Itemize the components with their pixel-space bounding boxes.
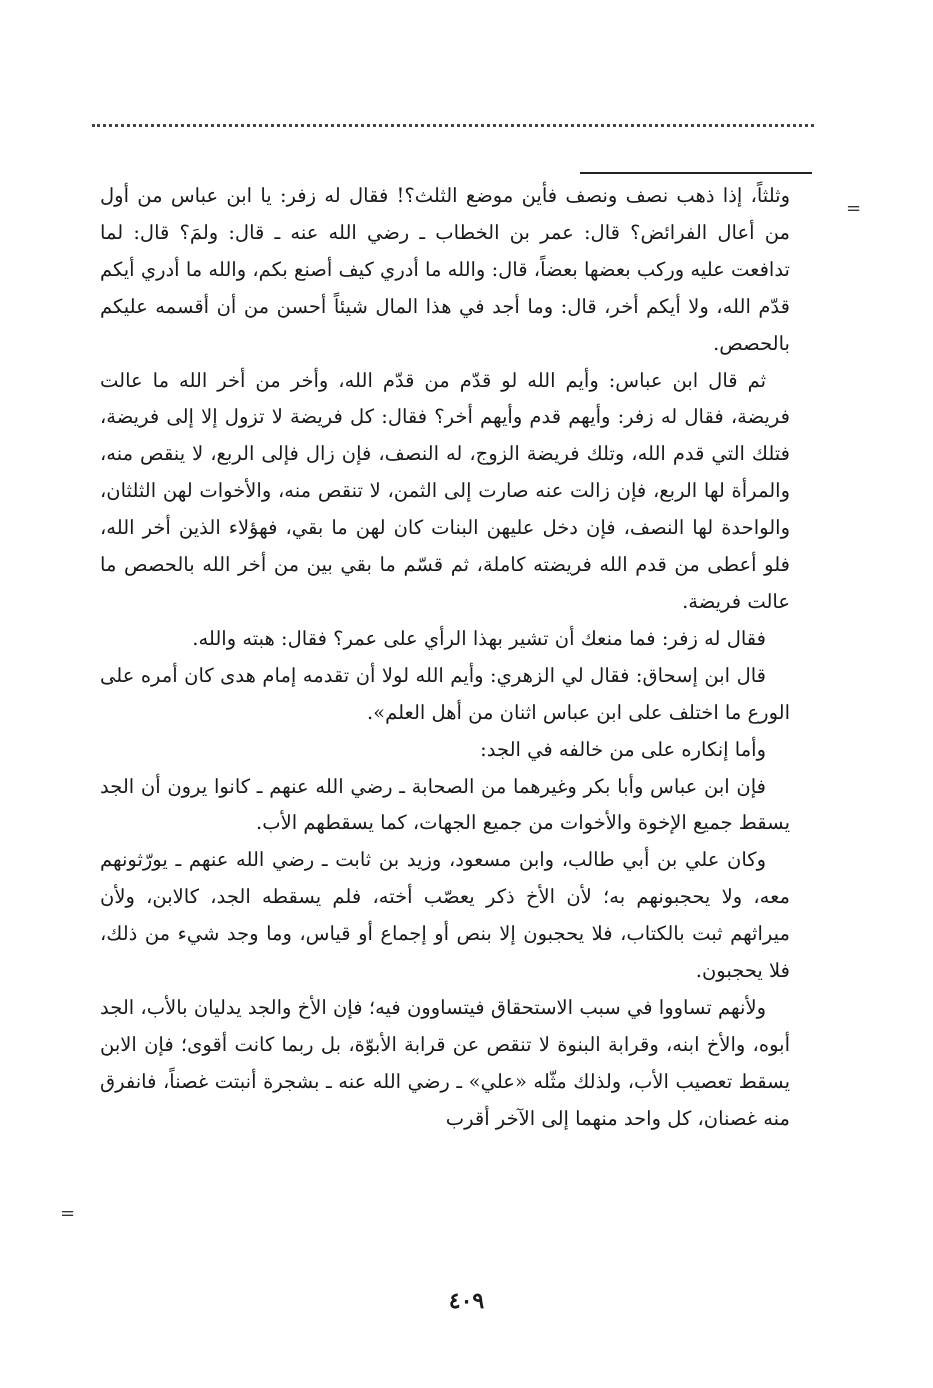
paragraph-3: فقال له زفر: فما منعك أن تشير بهذا الرأي على عمر؟ فقال: هبته والله.: [192, 626, 766, 650]
paragraph-6: فإن ابن عباس وأبا بكر وغيرهما من الصحابة ـ رضي الله عنهم ـ كانوا يرون أن الجد يسقط جميع الإخوة والأخوات من جميع الجهات، كما يسقطهم الأب.: [100, 774, 790, 835]
paragraph-4: قال ابن إسحاق: فقال لي الزهري: وأيم الله لولا أن تقدمه إمام هدى كان أمره على الورع ما اختلف على ابن عباس اثنان من أهل العلم».: [100, 663, 790, 724]
page-body-text: [100, 178, 790, 1250]
paragraph-8: ولأنهم تساووا في سبب الاستحقاق فيتساوون فيه؛ فإن الأخ والجد يدليان بالأب، الجد أبوه، والأخ ابنه، وقرابة البنوة لا تنقص عن قرابة الأبوّة، بل ربما كانت أقوى؛ فإن الابن يسقط تعصيب الأب، ولذلك مثّله «علي» ـ رضي الله عنه ـ بشجرة أنبتت غصناً، فانفرق منه غصنان، كل واحد منهما إلى الآخر أقرب: [100, 995, 790, 1130]
footnote-separator-rule: [580, 172, 812, 174]
margin-mark-top: =: [846, 198, 862, 219]
paragraph-1: وثلثاً، إذا ذهب نصف ونصف فأين موضع الثلث؟! فقال له زفر: يا ابن عباس من أول من أعال الفرائض؟ قال: عمر بن الخطاب ـ رضي الله عنه ـ قال: ولمَ؟ قال: لما تدافعت عليه وركب بعضها بعضاً، قال: والله ما أدري كيف أصنع بكم، والله ما أدري أيكم قدّم الله، ولا أيكم أخر، قال: وما أجد في هذا المال شيئاً أحسن من أن أقسمه عليكم بالحصص.: [100, 184, 790, 355]
paragraph-7: وكان علي بن أبي طالب، وابن مسعود، وزيد بن ثابت ـ رضي الله عنهم ـ يورّثونهم معه، ولا يحجبونهم به؛ لأن الأخ ذكر يعصّب أخته، فلم يسقطه الجد، كالابن، ولأن ميراثهم ثبت بالكتاب، فلا يحجبون إلا بنص أو إجماع أو قياس، وما وجد شيء من ذلك، فلا يحجبون.: [100, 848, 790, 983]
paragraph-5: وأما إنكاره على من خالفه في الجد:: [480, 737, 766, 761]
paragraph-2: ثم قال ابن عباس: وأيم الله لو قدّم من قدّم الله، وأخر من أخر الله ما عالت فريضة، فقال له زفر: وأيهم قدم وأيهم أخر؟ فقال: كل فريضة لا تزول إلا إلى فريضة، فتلك التي قدم الله، وتلك فريضة الزوج، له النصف، فإن زال فإلى الربع، لا ينقص منه، والمرأة لها الربع، فإن زالت عنه صارت إلى الثمن، لا تنقص منه، والأخوات لهن الثلثان، والواحدة لها النصف، فإن دخل عليهن البنات كان لهن ما بقي، فهؤلاء الذين أخر الله، فلو أعطى من قدم الله فريضته كاملة، ثم قسّم ما بقي بين من أخر الله بالحصص ما عالت فريضة.: [100, 368, 790, 613]
margin-mark-bottom: =: [60, 1203, 76, 1224]
page-number: ٤٠٩: [448, 1288, 485, 1314]
header-dotted-rule: [92, 124, 814, 127]
